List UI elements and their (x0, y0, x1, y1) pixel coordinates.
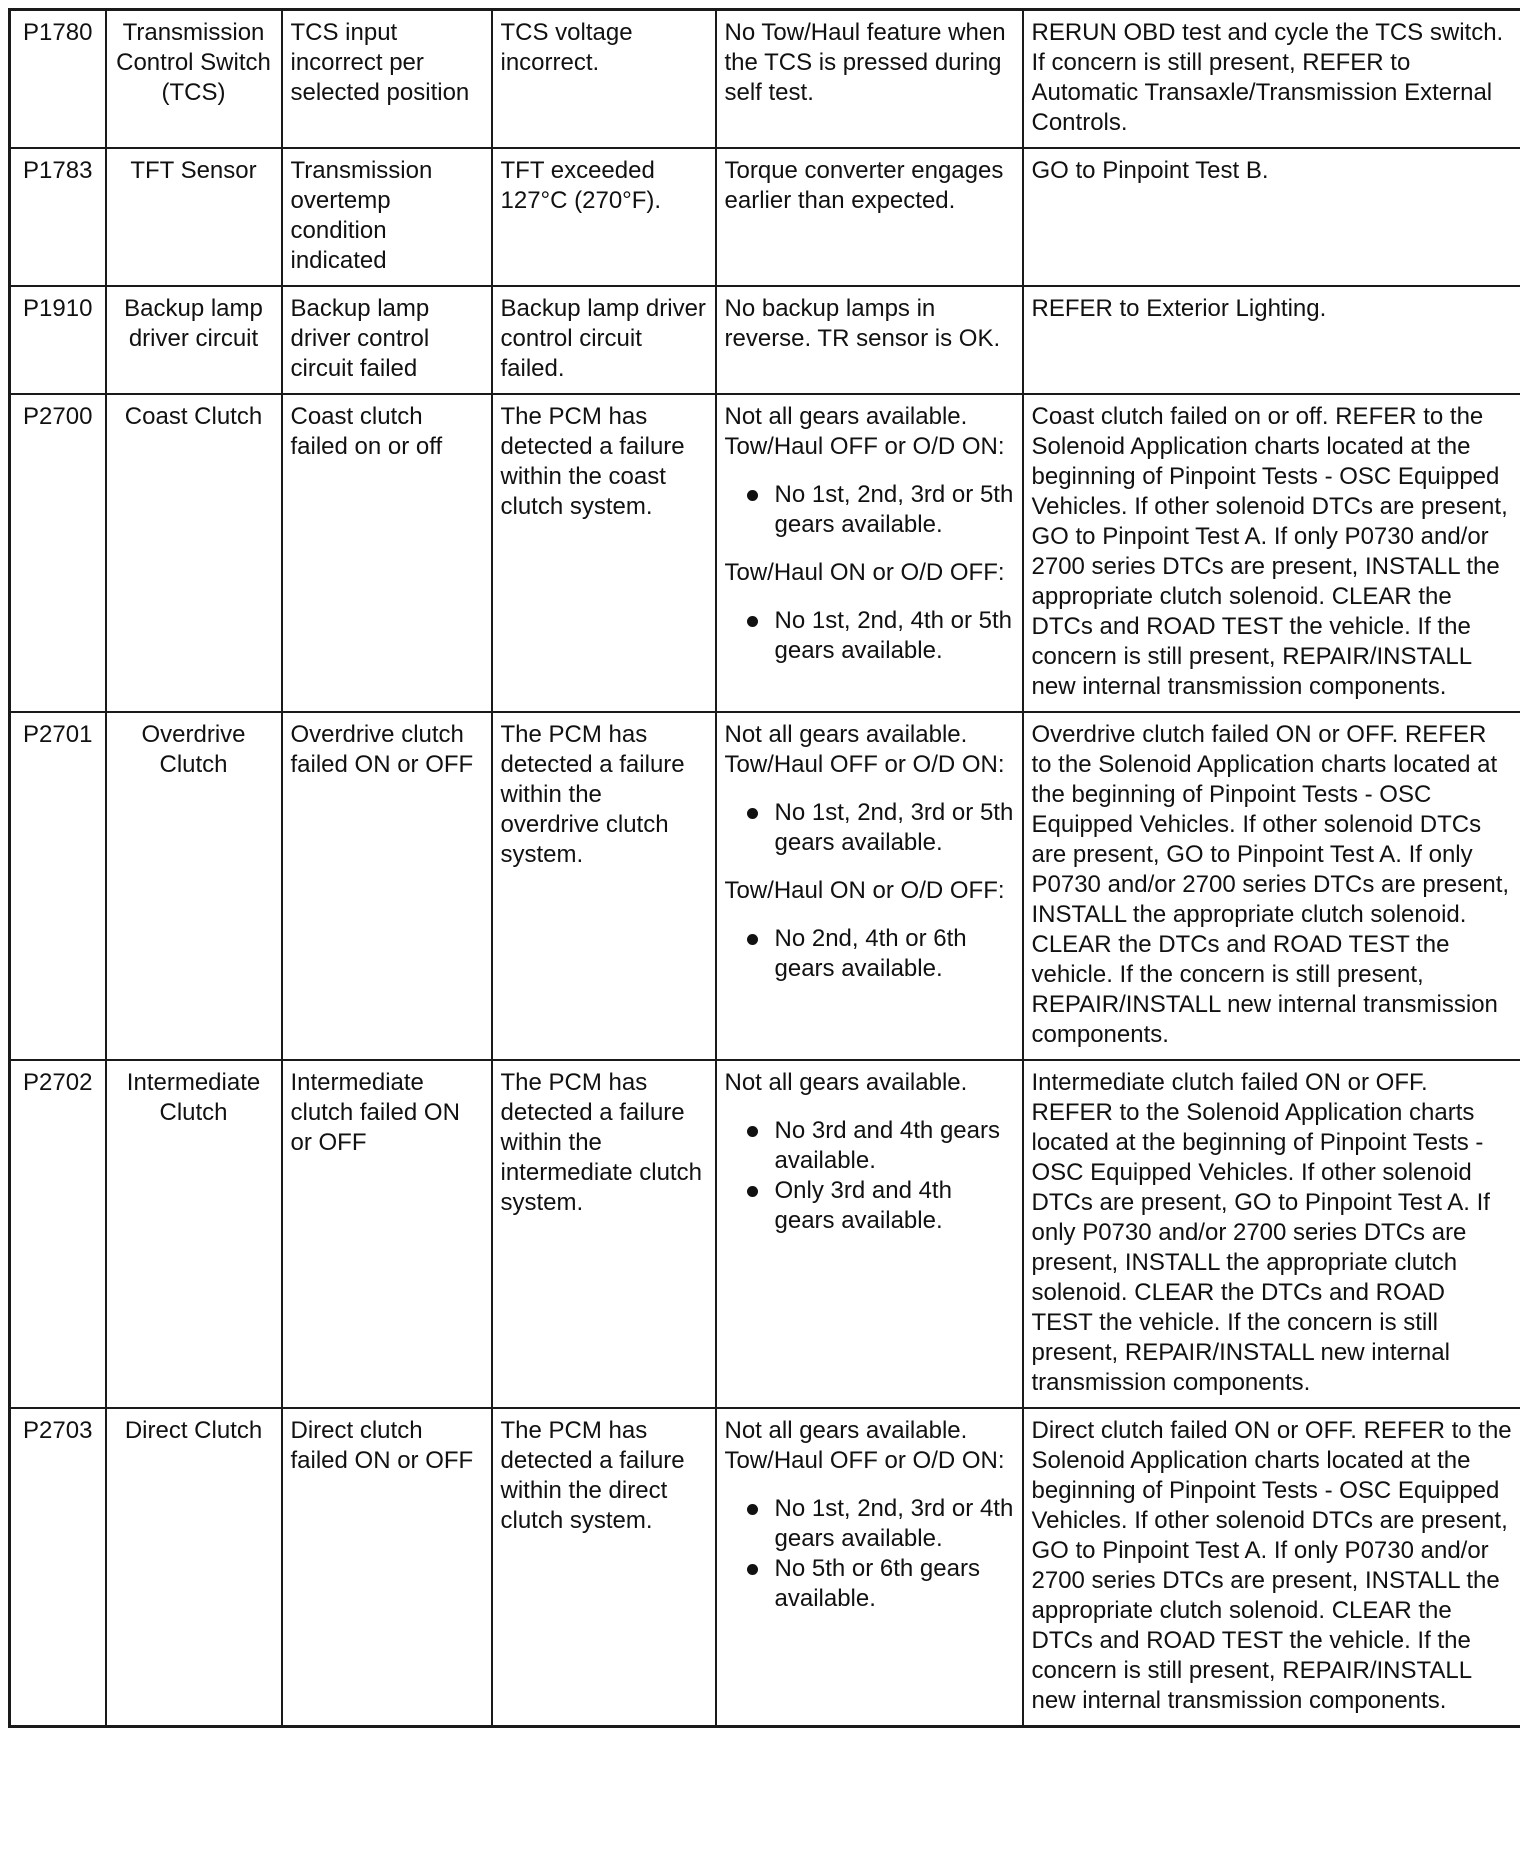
description-cell: Direct clutch failed ON or OFF (282, 1408, 492, 1727)
symptom-bullet-item: No 1st, 2nd, 4th or 5th gears available. (725, 606, 1014, 666)
symptom-text: Tow/Haul ON or O/D OFF: (724, 877, 1005, 904)
symptom-bullet-item: No 1st, 2nd, 3rd or 4th gears available. (725, 1494, 1014, 1554)
symptom-text: Not all gears available. Tow/Haul OFF or O/D ON: (724, 721, 1005, 778)
symptom-bullet-item: No 1st, 2nd, 3rd or 5th gears available. (725, 480, 1014, 540)
symptom-cell (716, 148, 1023, 286)
component-cell: Direct Clutch (106, 1408, 282, 1727)
symptom-cell (716, 394, 1023, 712)
description-cell: Backup lamp driver control circuit failed (282, 286, 492, 394)
symptom-bullet-item: Only 3rd and 4th gears available. (725, 1176, 1014, 1236)
symptom-bullet-list (725, 798, 1014, 858)
symptom-cell (716, 1408, 1023, 1727)
table-row (10, 1060, 1520, 1408)
condition-cell: The PCM has detected a failure within the coast clutch system. (492, 394, 716, 712)
table-row (10, 148, 1520, 286)
table-row (10, 286, 1520, 394)
component-cell: Transmission Control Switch (TCS) (106, 10, 282, 149)
description-cell: Transmission overtemp condition indicated (282, 148, 492, 286)
condition-cell: The PCM has detected a failure within the direct clutch system. (492, 1408, 716, 1727)
symptom-bullet-list (725, 924, 1014, 984)
condition-cell: The PCM has detected a failure within the overdrive clutch system. (492, 712, 716, 1060)
description-cell: Coast clutch failed on or off (282, 394, 492, 712)
description-cell: Intermediate clutch failed ON or OFF (282, 1060, 492, 1408)
dtc-table (8, 8, 1520, 1728)
description-cell: Overdrive clutch failed ON or OFF (282, 712, 492, 1060)
dtc-code-cell: P2701 (10, 712, 106, 1060)
description-cell: TCS input incorrect per selected position (282, 10, 492, 149)
symptom-cell (716, 712, 1023, 1060)
symptom-bullet-list (725, 606, 1014, 666)
action-cell: REFER to Exterior Lighting. (1023, 286, 1520, 394)
component-cell: Backup lamp driver circuit (106, 286, 282, 394)
condition-cell: The PCM has detected a failure within the intermediate clutch system. (492, 1060, 716, 1408)
action-cell: GO to Pinpoint Test B. (1023, 148, 1520, 286)
symptom-bullet-item: No 5th or 6th gears available. (725, 1554, 1014, 1614)
action-cell: Direct clutch failed ON or OFF. REFER to the Solenoid Application charts located at the beginning of Pinpoint Tests - OSC Equipped Vehicles. If other solenoid DTCs are present, GO to Pinpoint Test A. If only P0730 and/or 2700 series DTCs are present, INSTALL the appropriate clutch solenoid. CLEAR the DTCs and ROAD TEST the vehicle. If the concern is still present, REPAIR/INSTALL new internal transmission components. (1023, 1408, 1520, 1727)
dtc-code-cell: P1910 (10, 286, 106, 394)
table-row (10, 394, 1520, 712)
table-row (10, 712, 1520, 1060)
action-cell: Coast clutch failed on or off. REFER to the Solenoid Application charts located at the beginning of Pinpoint Tests - OSC Equipped Vehicles. If other solenoid DTCs are present, GO to Pinpoint Test A. If only P0730 and/or 2700 series DTCs are present, INSTALL the appropriate clutch solenoid. CLEAR the DTCs and ROAD TEST the vehicle. If the concern is still present, REPAIR/INSTALL new internal transmission components. (1023, 394, 1520, 712)
dtc-code-cell: P2702 (10, 1060, 106, 1408)
symptom-text: Torque converter engages earlier than expected. (724, 157, 1004, 214)
action-cell: Intermediate clutch failed ON or OFF. REFER to the Solenoid Application charts located at the beginning of Pinpoint Tests - OSC Equipped Vehicles. If other solenoid DTCs are present, GO to Pinpoint Test A. If only P0730 and/or 2700 series DTCs are present, INSTALL the appropriate clutch solenoid. CLEAR the DTCs and ROAD TEST the vehicle. If the concern is still present, REPAIR/INSTALL new internal transmission components. (1023, 1060, 1520, 1408)
action-cell: Overdrive clutch failed ON or OFF. REFER to the Solenoid Application charts located at the beginning of Pinpoint Tests - OSC Equipped Vehicles. If other solenoid DTCs are present, GO to Pinpoint Test A. If only P0730 and/or 2700 series DTCs are present, INSTALL the appropriate clutch solenoid. CLEAR the DTCs and ROAD TEST the vehicle. If the concern is still present, REPAIR/INSTALL new internal transmission components. (1023, 712, 1520, 1060)
component-cell: TFT Sensor (106, 148, 282, 286)
dtc-code-cell: P2703 (10, 1408, 106, 1727)
symptom-text: Not all gears available. Tow/Haul OFF or O/D ON: (724, 1417, 1005, 1474)
dtc-code-cell: P1780 (10, 10, 106, 149)
condition-cell: TFT exceeded 127°C (270°F). (492, 148, 716, 286)
table-row (10, 10, 1520, 149)
symptom-text: No Tow/Haul feature when the TCS is pressed during self test. (724, 19, 1006, 106)
symptom-text: Tow/Haul ON or O/D OFF: (724, 559, 1005, 586)
symptom-bullet-item: No 2nd, 4th or 6th gears available. (725, 924, 1014, 984)
symptom-text: No backup lamps in reverse. TR sensor is OK. (724, 295, 1001, 352)
symptom-bullet-list (725, 480, 1014, 540)
symptom-bullet-list (725, 1116, 1014, 1236)
dtc-table-body (10, 10, 1520, 1727)
symptom-text: Not all gears available. Tow/Haul OFF or O/D ON: (724, 403, 1005, 460)
component-cell: Intermediate Clutch (106, 1060, 282, 1408)
table-row (10, 1408, 1520, 1727)
symptom-bullet-item: No 3rd and 4th gears available. (725, 1116, 1014, 1176)
component-cell: Overdrive Clutch (106, 712, 282, 1060)
condition-cell: TCS voltage incorrect. (492, 10, 716, 149)
component-cell: Coast Clutch (106, 394, 282, 712)
symptom-cell (716, 10, 1023, 149)
symptom-bullet-list (725, 1494, 1014, 1614)
symptom-cell (716, 286, 1023, 394)
dtc-code-cell: P1783 (10, 148, 106, 286)
condition-cell: Backup lamp driver control circuit failed. (492, 286, 716, 394)
dtc-table-sheet (8, 8, 1520, 1728)
action-cell: RERUN OBD test and cycle the TCS switch. If concern is still present, REFER to Automatic Transaxle/Transmission External Controls. (1023, 10, 1520, 149)
symptom-bullet-item: No 1st, 2nd, 3rd or 5th gears available. (725, 798, 1014, 858)
symptom-cell (716, 1060, 1023, 1408)
dtc-code-cell: P2700 (10, 394, 106, 712)
symptom-text: Not all gears available. (724, 1069, 968, 1096)
